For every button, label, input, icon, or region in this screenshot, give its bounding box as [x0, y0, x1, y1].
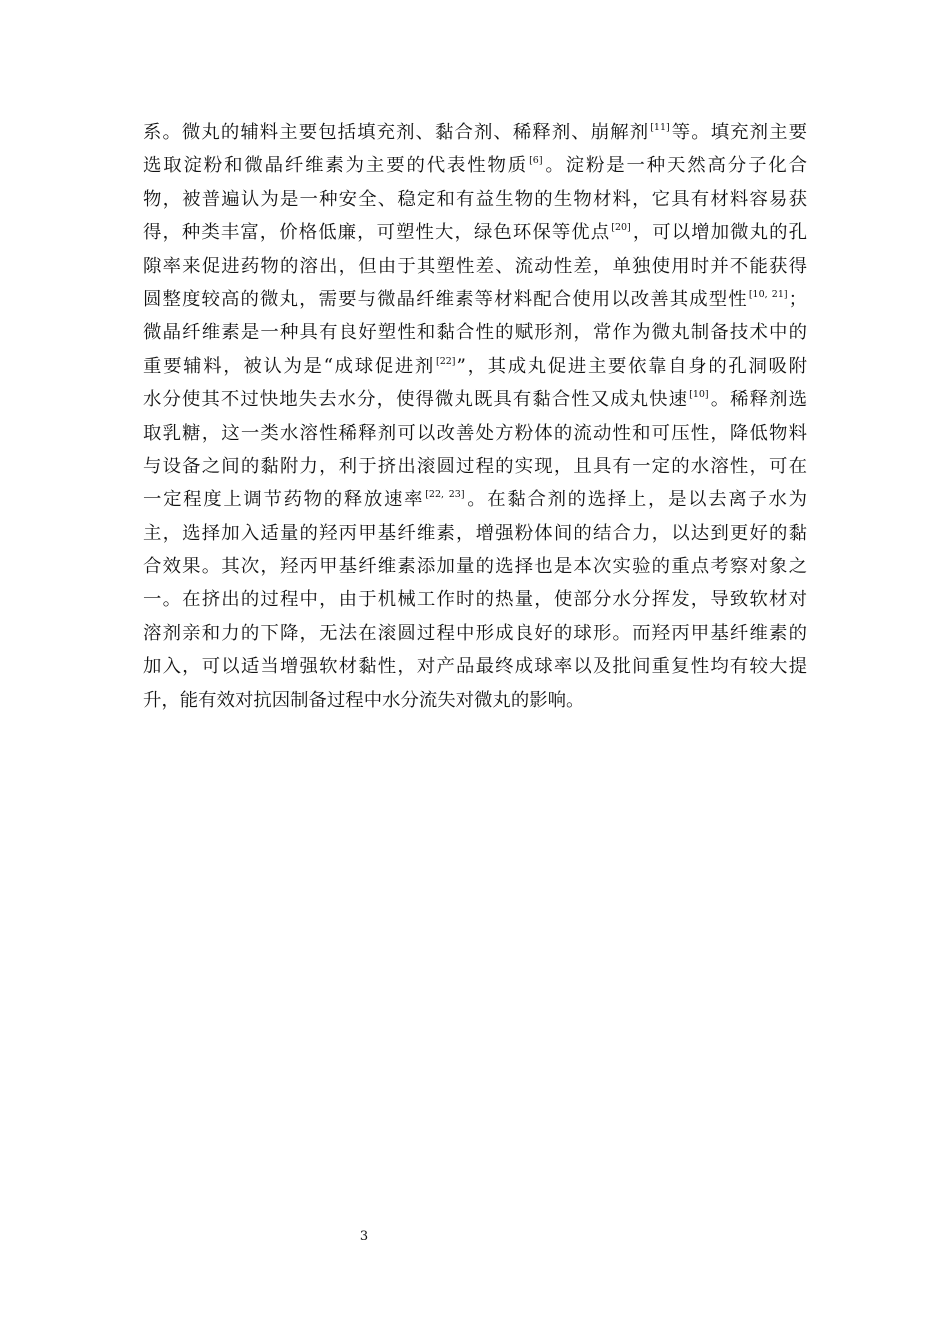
text-run: ”，其成丸促进主要依靠自身的孔洞吸附 — [456, 355, 807, 377]
text-line — [143, 684, 807, 717]
text-line — [143, 183, 807, 216]
citation-marker: [10] — [689, 389, 709, 401]
citation-marker: [22] — [435, 355, 456, 367]
text-line — [143, 450, 807, 483]
body-paragraph — [143, 116, 807, 717]
text-run: 加入，可以适当增强软材黏性，对产品最终成球率以及批间重复性均有较大提 — [143, 656, 807, 678]
text-line — [143, 316, 807, 349]
text-run: 圆整度较高的微丸，需要与微晶纤维素等材料配合使用以改善其成型性 — [143, 288, 748, 310]
text-line — [143, 116, 807, 149]
text-run: 升，能有效对抗因制备过程中水分流失对微丸的影响。 — [143, 689, 585, 711]
text-run: 溶剂亲和力的下降，无法在滚圆过程中形成良好的球形。而羟丙甲基纤维素的 — [143, 622, 807, 644]
text-run: 。在黏合剂的选择上，是以去离子水为 — [465, 489, 807, 511]
citation-marker: [6] — [529, 155, 543, 167]
text-run: 取乳糖，这一类水溶性稀释剂可以改善处方粉体的流动性和可压性，降低物料 — [143, 422, 807, 444]
text-run: ； — [788, 288, 807, 310]
text-line — [143, 383, 807, 416]
text-run: 隙率来促进药物的溶出，但由于其塑性差、流动性差，单独使用时并不能获得 — [143, 255, 807, 277]
text-line — [143, 350, 807, 383]
text-line — [143, 650, 807, 683]
citation-marker: [20] — [611, 222, 631, 234]
text-line — [143, 250, 807, 283]
text-run: 系。微丸的辅料主要包括填充剂、黏合剂、稀释剂、崩解剂 — [143, 122, 650, 143]
text-line — [143, 149, 807, 182]
text-run: ，可以增加微丸的孔 — [631, 222, 807, 244]
citation-marker: [22, 23] — [425, 489, 465, 501]
text-line — [143, 550, 807, 583]
text-run: 。淀粉是一种天然高分子化合 — [543, 155, 807, 177]
text-run: 等。填充剂主要 — [670, 122, 807, 143]
text-run: 主，选择加入适量的羟丙甲基纤维素，增强粉体间的结合力，以达到更好的黏 — [143, 522, 807, 544]
text-line — [143, 617, 807, 650]
text-run: 一。在挤出的过程中，由于机械工作时的热量，使部分水分挥发，导致软材对 — [143, 589, 807, 611]
citation-marker: [10, 21] — [748, 288, 788, 300]
text-line — [143, 483, 807, 516]
text-run: 选取淀粉和微晶纤维素为主要的代表性物质 — [143, 155, 529, 177]
text-run: 水分使其不过快地失去水分，使得微丸既具有黏合性又成丸快速 — [143, 389, 689, 411]
text-run: 与设备之间的黏附力，利于挤出滚圆过程的实现，且具有一定的水溶性，可在 — [143, 455, 807, 477]
text-run: 物，被普遍认为是一种安全、稳定和有益生物的生物材料，它具有材料容易获 — [143, 188, 807, 210]
text-run: 微晶纤维素是一种具有良好塑性和黏合性的赋形剂，常作为微丸制备技术中的 — [143, 322, 807, 344]
text-run: 合效果。其次，羟丙甲基纤维素添加量的选择也是本次实验的重点考察对象之 — [143, 556, 807, 578]
text-line — [143, 417, 807, 450]
citation-marker: [11] — [650, 122, 670, 133]
text-line — [143, 517, 807, 550]
text-line — [143, 283, 807, 316]
text-run: 重要辅料，被认为是“成球促进剂 — [143, 355, 435, 377]
text-run: 一定程度上调节药物的释放速率 — [143, 489, 425, 511]
text-line — [143, 216, 807, 249]
text-run: 得，种类丰富，价格低廉，可塑性大，绿色环保等优点 — [143, 222, 611, 244]
text-line — [143, 583, 807, 616]
text-run: 。稀释剂选 — [709, 389, 807, 411]
page-number: 3 — [359, 1229, 369, 1244]
